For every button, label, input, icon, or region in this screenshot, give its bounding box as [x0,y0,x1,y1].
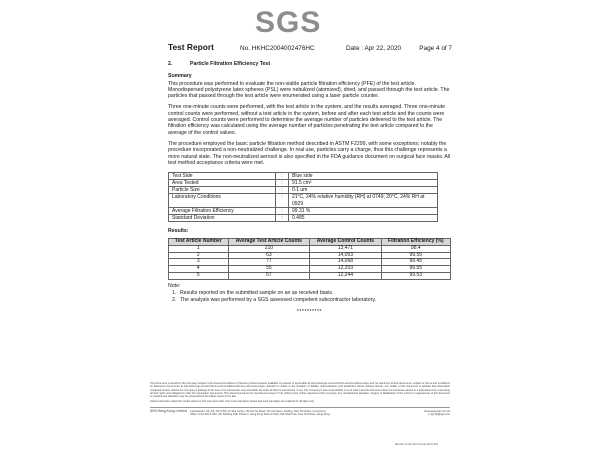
note-heading: Note: [168,282,181,289]
table-row [169,194,438,207]
sgs-logo: SGS [255,6,322,39]
param-sep: : [276,214,289,221]
note-number: 1. [172,289,177,296]
table-row [169,259,451,266]
table-cell: 210 [228,245,310,252]
note-item [168,290,451,296]
table-cell: 99.53 [381,272,450,279]
report-body [168,58,451,315]
paragraph: The procedure employed the basic particle filtration method described in ASTM F2299, with some exceptions; notably the procedure incorporated a non-neutralized challenge. In real use, particles carry a charge, thus this challenge represents a more natural state. The non-neutralized aerosol is also specified in the FDA guidance document on surgical face masks. All test method acceptance criteria were met. [168,140,451,166]
table-row [169,207,438,214]
param-label: Standard Deviation [169,214,276,221]
footer-address [150,407,450,417]
report-number: No. HKHC2004002476HC [240,45,315,52]
table-cell: 4 [169,266,229,273]
param-label: Laboratory Conditions [169,194,276,207]
param-value: 99.31 % [289,207,438,214]
footer [150,382,450,416]
table-cell: 57 [228,272,310,279]
table-cell: 77 [228,259,310,266]
table-header-row [169,239,451,246]
param-value: 21°C, 24% relative humidity (RH) at 0749; 20°C, 24% RH at 0929 [289,194,438,207]
note-text: Results reported on the submitted sample on an as received basis. [180,289,334,296]
table-row [169,180,438,187]
param-label: Test Side [169,173,276,180]
address-line: Office: Units 302 & 303, 3/F, Building 22E, Phase 3, Hong Kong Science Park, Pak Shek Kok, New Territories, Hong Kong [190,413,330,417]
member-note: Member of the SGS Group (SGS SA) [395,443,438,446]
table-cell: 99.45 [381,259,450,266]
column-header: Filtration Efficiency (%) [381,239,450,246]
note-text: The analysis was performed by a SGS assessed competent subcontractor laboratory. [180,297,376,304]
param-value: Blue side [289,173,438,180]
table-row [169,272,451,279]
param-label: Average Filtration Efficiency [169,207,276,214]
section-title: Particle Filtration Efficiency Test [190,61,271,67]
table-row [169,214,438,221]
table-cell: 12,244 [310,272,381,279]
param-sep: : [276,207,289,214]
footer-company: SGS Hong Kong Limited [150,408,188,413]
report-title: Test Report [168,42,214,52]
website-link[interactable]: www.sgsgroup.com.hk [424,409,450,413]
param-value: 91.5 cm² [289,180,438,187]
paragraph: Three one-minute counts were performed, with the test article in the system, and the results averaged. Three one-minute control counts were performed, without a test article in the system, before and after each test article and the counts were averaged. Control counts were performed to determine the average number of particles delivered to the test article. The filtration efficiency was calculated using the average number of particles penetrating the test article compared to the average of the control values. [168,104,445,136]
report-header [168,42,458,52]
param-sep: : [276,194,289,207]
address-line: Laboratories: 1/F, 2/F, 4/F & 5/F, On Wui Centre, 25 Lok Yip Road, On Lok Tsuen, Fanling, New Territories, Hong Kong [190,409,326,413]
table-cell: 55 [228,266,310,273]
table-cell: 3 [169,259,229,266]
param-value: 0.485 [289,214,438,221]
page-indicator: Page 4 of 7 [419,45,452,52]
param-label: Particle Size [169,187,276,194]
table-cell: 99.55 [381,252,450,259]
table-cell: 2 [169,252,229,259]
footer-fine-print: Unless otherwise stated the results shown in this test report refer only to the sample(s) tested and such sample(s) are retained for 30 days only. [150,400,315,404]
note-number: 2. [172,297,177,304]
table-cell: 14,053 [310,252,381,259]
address-lines [190,410,400,417]
section-heading [168,61,451,67]
table-cell: 12,203 [310,266,381,273]
param-sep: : [276,180,289,187]
results-table [168,238,451,280]
table-row [169,173,438,180]
email-link[interactable]: e sgs.hk@sgs.com [428,413,450,417]
section-number: 2. [168,61,173,67]
test-parameters-table [168,172,438,222]
param-value: 0.1 um [289,187,438,194]
table-cell: 5 [169,272,229,279]
paragraph: This procedure was performed to evaluate the non-viable particle filtration efficiency (PFE) of the test article. Monodispersed polystyrene latex spheres (PSL) were nebulized (atomized), dried, and passed through the test article. The particles that passed through the test article were enumerated using a laser particle counter. [168,80,450,100]
note-item [168,297,451,303]
table-cell: 14,068 [310,259,381,266]
end-of-report-marker: ********** [296,308,323,315]
param-sep: : [276,187,289,194]
table-row [169,187,438,194]
summary-heading: Summary [168,73,192,80]
table-cell: 1 [169,245,229,252]
param-sep: : [276,173,289,180]
results-heading: Results: [168,227,189,234]
table-cell: 63 [228,252,310,259]
column-header: Test Article Number [169,239,229,246]
table-cell: 13,471 [310,245,381,252]
param-label: Area Tested [169,180,276,187]
column-header: Average Test Article Counts [228,239,310,246]
table-row [169,245,451,252]
table-row [169,266,451,273]
contact-lines [400,410,450,417]
report-date: Date : Apr 22, 2020 [346,45,402,52]
table-row [169,252,451,259]
table-cell: 99.55 [381,266,450,273]
footer-disclaimer: This document is issued by the Company subject to its General Conditions of Service printed overleaf, available on request or accessible at http://www.sgs.com/en/Terms-and-Conditions.aspx and, for electronic format documents, subject to Terms and Conditions for Electronic Documents at http://www.sgs.com/en/Terms-and-Conditions/Terms-e-Document.aspx. Attention is drawn to the limitation of liability, indemnification and jurisdiction issues defined therein. Any holder of this document is advised that information contained hereon reflects the Company's findings at the time of its intervention only and within the limits of Client's instructions, if any. The Company's sole responsibility is to its Client and this document does not exonerate parties to a transaction from exercising all their rights and obligations under the transaction documents. This document cannot be reproduced except in full, without prior written approval of the Company. Any unauthorized alteration, forgery or falsification of the content or appearance of this document is unlawful and offenders may be prosecuted to the fullest extent of the law. [150,382,450,399]
column-header: Average Control Counts [310,239,381,246]
table-cell: 98.4 [381,245,450,252]
